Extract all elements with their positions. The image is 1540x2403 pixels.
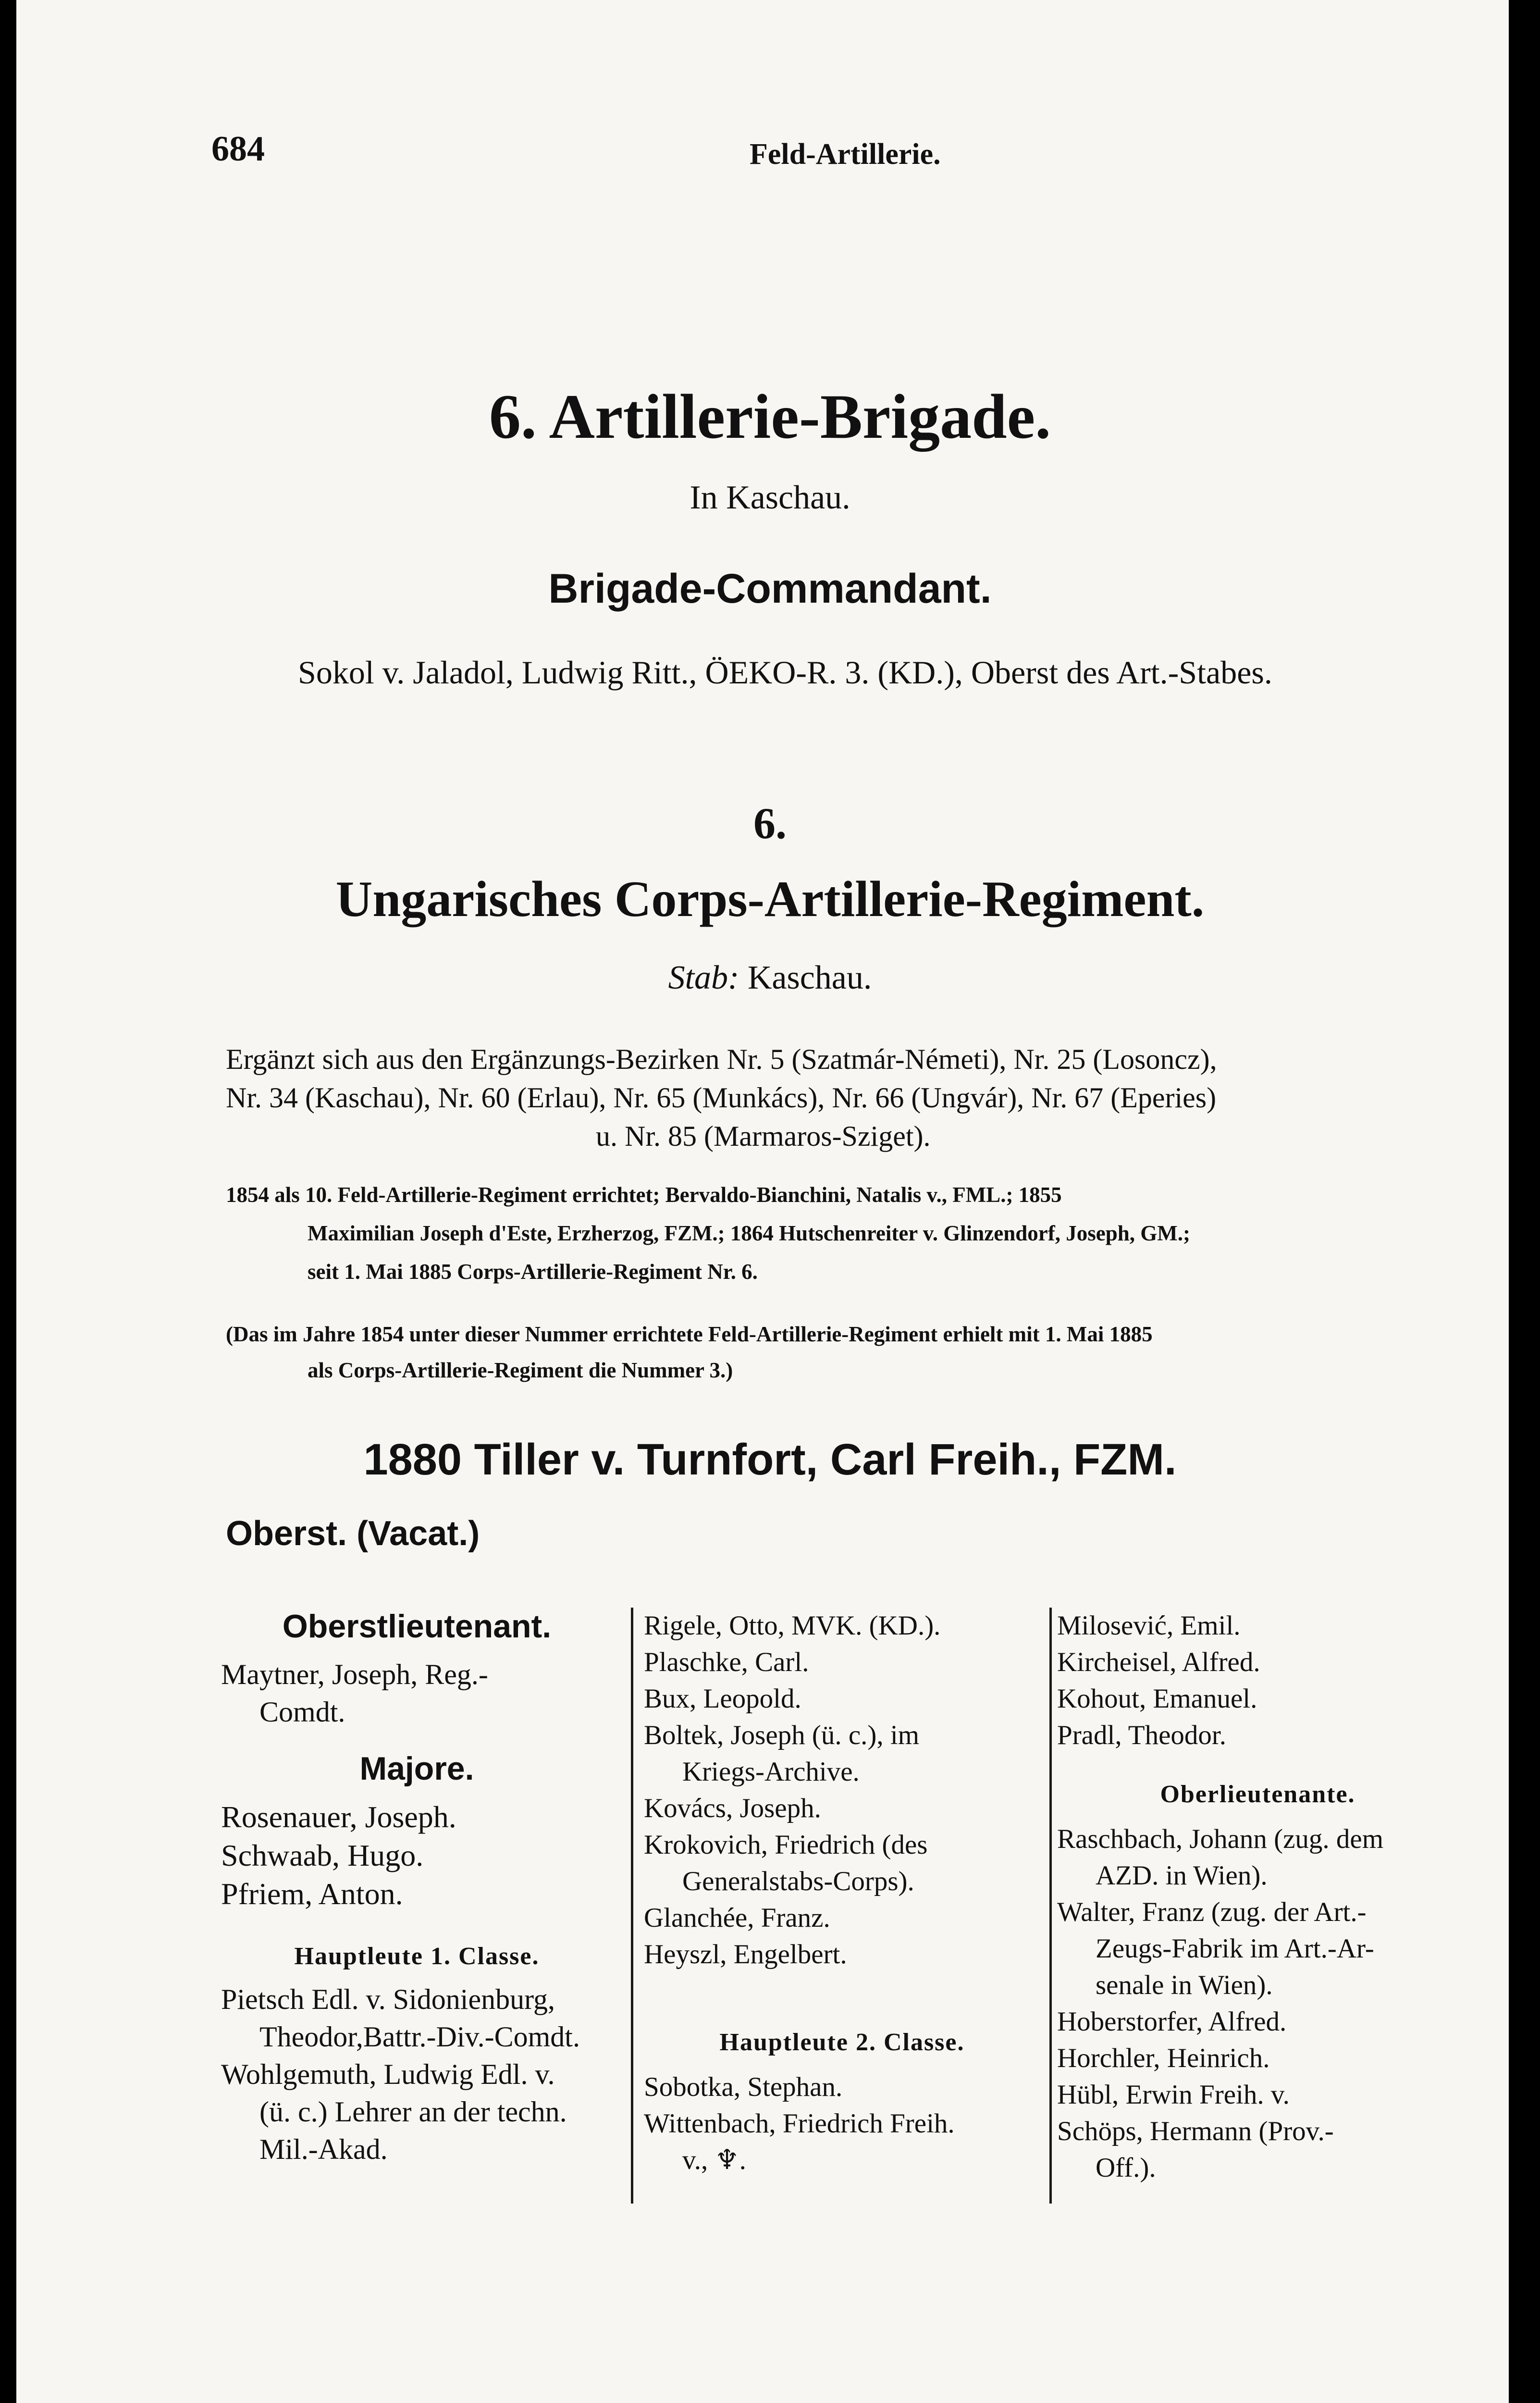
- history-line: 1854 als 10. Feld-Artillerie-Regiment errichtet; Bervaldo-Bianchini, Natalis v., FML.; 1855: [226, 1183, 1062, 1207]
- history-line: seit 1. Mai 1885 Corps-Artillerie-Regiment Nr. 6.: [308, 1260, 758, 1284]
- oberlieutenante-heading: Oberlieutenante.: [1160, 1781, 1355, 1808]
- commandant-entry: Sokol v. Jaladol, Ludwig Ritt., ÖEKO-R. 3. (KD.), Oberst des Art.-Stabes.: [298, 654, 1272, 691]
- officer-entry: Krokovich, Friedrich (des: [644, 1830, 928, 1860]
- officer-entry-cont: Kriegs-Archive.: [682, 1757, 860, 1787]
- hauptleute-2-heading: Hauptleute 2. Classe.: [719, 2029, 965, 2056]
- officer-entry-cont: v., ♆.: [682, 2145, 746, 2175]
- officer-entry: Walter, Franz (zug. der Art.-: [1057, 1897, 1367, 1927]
- officer-entry: Schöps, Hermann (Prov.-: [1057, 2116, 1334, 2146]
- officer-entry: Glanchée, Franz.: [644, 1903, 830, 1933]
- officer-entry: Maytner, Joseph, Reg.-: [221, 1659, 488, 1690]
- officer-entry: Hoberstorfer, Alfred.: [1057, 2007, 1287, 2037]
- officer-entry-cont: Comdt.: [259, 1696, 345, 1728]
- officer-entry-cont: Zeugs-Fabrik im Art.-Ar-: [1096, 1933, 1374, 1964]
- commandant-heading: Brigade-Commandant.: [548, 566, 992, 612]
- history-line: Maximilian Joseph d'Este, Erzherzog, FZM.; 1864 Hutschenreiter v. Glinzendorf, Joseph, GM.;: [308, 1221, 1190, 1245]
- running-title: Feld-Artillerie.: [750, 138, 941, 171]
- officer-entry: Milosević, Emil.: [1057, 1610, 1241, 1641]
- stab-label: Stab:: [668, 959, 739, 996]
- ergaenzung-line: Ergänzt sich aus den Ergänzungs-Bezirken Nr. 5 (Szatmár-Németi), Nr. 25 (Losoncz),: [226, 1043, 1217, 1075]
- ergaenzung-line: u. Nr. 85 (Marmaros-Sziget).: [596, 1120, 931, 1152]
- officer-entry: Heyszl, Engelbert.: [644, 1939, 847, 1969]
- column-divider: [631, 1608, 633, 2204]
- oberstlieutenant-heading: Oberstlieutenant.: [282, 1608, 552, 1645]
- majore-heading: Majore.: [359, 1750, 474, 1787]
- officer-entry-cont: Theodor,Battr.-Div.-Comdt.: [259, 2021, 580, 2053]
- officer-entry: Bux, Leopold.: [644, 1684, 801, 1714]
- brigade-title: 6. Artillerie-Brigade.: [489, 381, 1051, 452]
- oberst-entry: Oberst. (Vacat.): [226, 1514, 480, 1553]
- brigade-location: In Kaschau.: [690, 479, 850, 516]
- officer-entry: Rosenauer, Joseph.: [221, 1800, 456, 1834]
- officer-entry: Kircheisel, Alfred.: [1057, 1647, 1260, 1677]
- officer-entry: Horchler, Heinrich.: [1057, 2043, 1270, 2073]
- hauptleute-1-heading: Hauptleute 1. Classe.: [294, 1943, 540, 1970]
- officer-column-2: [644, 1608, 1040, 2179]
- stab-place: Kaschau.: [747, 959, 872, 996]
- page-number: 684: [211, 129, 265, 169]
- regiment-inhaber: 1880 Tiller v. Turnfort, Carl Freih., FZM.: [363, 1435, 1177, 1484]
- officer-entry: Kohout, Emanuel.: [1057, 1684, 1257, 1714]
- officer-entry: Pietsch Edl. v. Sidonienburg,: [221, 1983, 555, 2015]
- note-line: als Corps-Artillerie-Regiment die Nummer 3.): [308, 1358, 733, 1382]
- officer-entry: Wohlgemuth, Ludwig Edl. v.: [221, 2058, 555, 2090]
- regiment-title: Ungarisches Corps-Artillerie-Regiment.: [335, 871, 1205, 927]
- officer-entry: Sobotka, Stephan.: [644, 2072, 843, 2102]
- note-line: (Das im Jahre 1854 unter dieser Nummer errichtete Feld-Artillerie-Regiment erhielt mit 1. Mai 1885: [226, 1322, 1153, 1346]
- regiment-number: 6.: [753, 799, 787, 848]
- officer-entry: Rigele, Otto, MVK. (KD.).: [644, 1610, 941, 1641]
- officer-entry: Hübl, Erwin Freih. v.: [1057, 2080, 1290, 2110]
- officer-entry: Raschbach, Johann (zug. dem: [1057, 1824, 1384, 1854]
- officer-entry-cont: (ü. c.) Lehrer an der techn.: [259, 2096, 567, 2128]
- officer-entry-cont: Off.).: [1096, 2153, 1156, 2183]
- officer-entry: Boltek, Joseph (ü. c.), im: [644, 1720, 920, 1750]
- officer-entry: Kovács, Joseph.: [644, 1793, 821, 1823]
- officer-entry-cont: Generalstabs-Corps).: [682, 1866, 914, 1896]
- officer-entry-cont: AZD. in Wien).: [1096, 1860, 1268, 1891]
- ergaenzung-line: Nr. 34 (Kaschau), Nr. 60 (Erlau), Nr. 65 (Munkács), Nr. 66 (Ungvár), Nr. 67 (Eperies): [226, 1082, 1217, 1114]
- officer-column-1: [221, 1608, 613, 2168]
- column-divider: [1049, 1608, 1052, 2204]
- officer-entry: Schwaab, Hugo.: [221, 1838, 424, 1872]
- officer-entry: Pfriem, Anton.: [221, 1877, 403, 1911]
- officer-entry-cont: Mil.-Akad.: [259, 2133, 388, 2165]
- officer-entry: Wittenbach, Friedrich Freih.: [644, 2108, 955, 2139]
- officer-entry: Plaschke, Carl.: [644, 1647, 809, 1677]
- officer-column-3: [1057, 1608, 1458, 2186]
- officer-entry-cont: senale in Wien).: [1096, 1970, 1273, 2000]
- regiment-stab: [0, 959, 1540, 997]
- officer-entry: Pradl, Theodor.: [1057, 1720, 1226, 1750]
